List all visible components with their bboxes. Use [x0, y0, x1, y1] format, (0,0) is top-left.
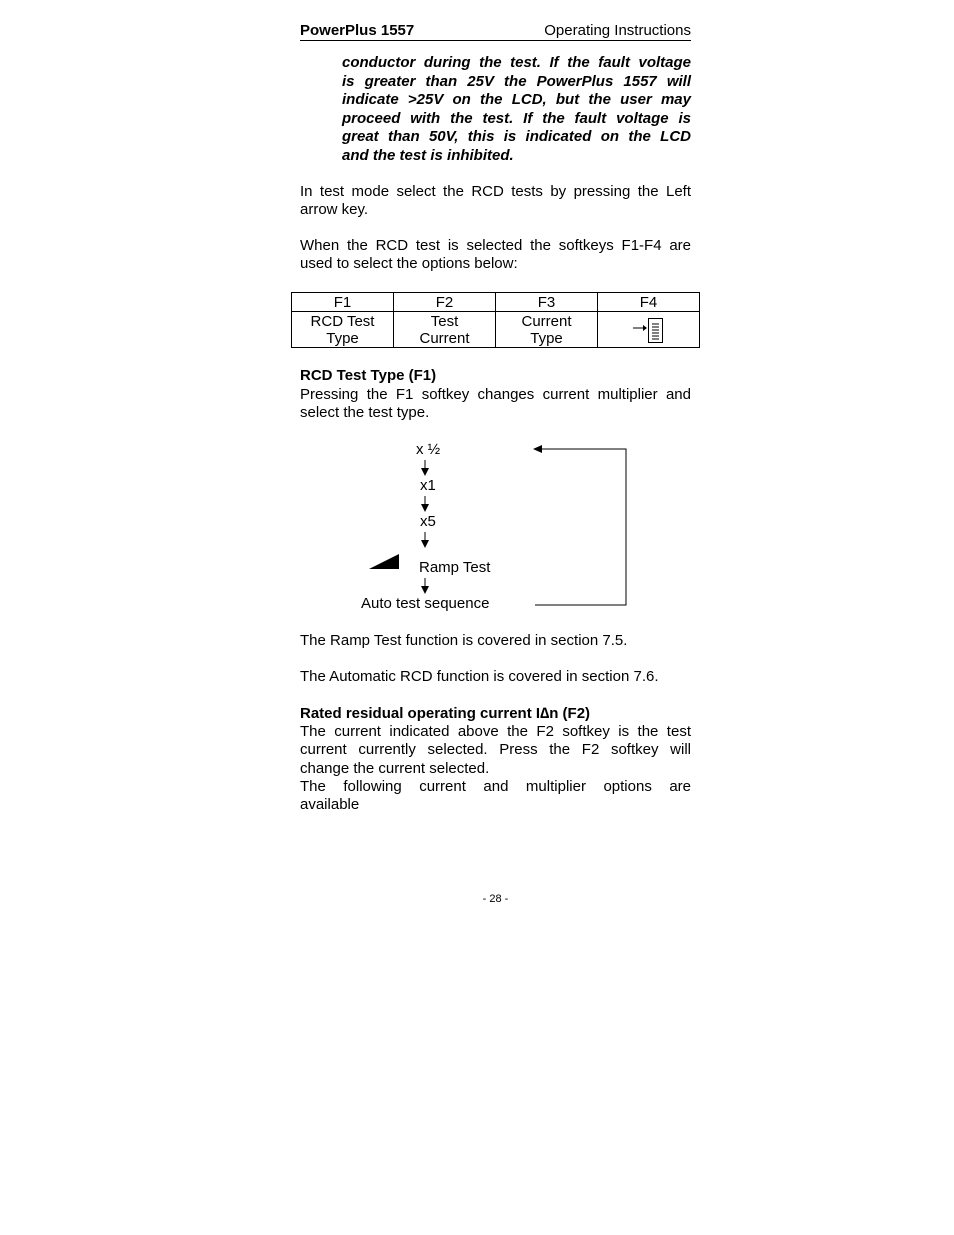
- table-header-f1: F1: [292, 293, 394, 312]
- table-row: [292, 312, 700, 348]
- paragraph-line: In test mode select the RCD tests by pressing the Left: [300, 183, 691, 200]
- paragraph-line: arrow key.: [300, 201, 369, 219]
- table-cell-f2: [394, 312, 496, 348]
- paragraph-line: When the RCD test is selected the softkeys F1-F4 are: [300, 237, 691, 254]
- paragraph-line: Pressing the F1 softkey changes current multiplier and: [300, 386, 691, 403]
- cell-line: Type: [530, 329, 563, 347]
- cell-line: Current: [419, 329, 470, 347]
- step-ramp-test: Ramp Test: [419, 559, 491, 576]
- paragraph-line: current currently selected. Press the F2 softkey will: [300, 741, 691, 759]
- step-auto-sequence: Auto test sequence: [361, 595, 490, 612]
- table-cell-f3: [496, 312, 598, 348]
- cell-line: RCD Test: [310, 312, 375, 330]
- warning-line: great than 50V, this is indicated on the LCD: [342, 128, 691, 146]
- cell-line: Type: [326, 329, 359, 347]
- header-subtitle: Operating Instructions: [544, 22, 691, 39]
- paragraph-auto-rcd: The Automatic RCD function is covered in section 7.6.: [300, 668, 659, 685]
- cycle-arrows: [350, 435, 650, 615]
- ramp-triangle-icon: [369, 554, 399, 569]
- section-heading-test-type: RCD Test Type (F1): [300, 367, 437, 384]
- paragraph-rated-current: [300, 723, 691, 814]
- cell-line: Current: [521, 312, 572, 330]
- page-number: - 28 -: [482, 893, 509, 905]
- table-header-f4: F4: [598, 293, 700, 312]
- return-loop-arrow-icon: [533, 445, 626, 605]
- section-heading-rated-current: Rated residual operating current I∆n (F2): [300, 705, 591, 722]
- paragraph-test-type: [300, 386, 691, 423]
- step-x-half: x ½: [416, 441, 441, 458]
- paragraph-line: used to select the options below:: [300, 255, 518, 273]
- paragraph-line: change the current selected.: [300, 759, 490, 777]
- header-title: PowerPlus 1557: [300, 22, 415, 39]
- down-arrow-icon: [421, 496, 429, 512]
- warning-line: and the test is inhibited.: [342, 146, 514, 164]
- paragraph-softkeys: [300, 237, 691, 274]
- warning-line: proceed with the test. If the fault voltage is: [342, 109, 691, 127]
- header-rule: [300, 40, 691, 41]
- paragraph-line: select the test type.: [300, 404, 430, 422]
- paragraph-ramp-test: The Ramp Test function is covered in section 7.5.: [300, 632, 628, 649]
- table-header-f3: F3: [496, 293, 598, 312]
- table-cell-f1: [292, 312, 394, 348]
- step-x5: x5: [420, 513, 436, 530]
- down-arrow-icon: [421, 532, 429, 548]
- warning-line: is greater than 25V the PowerPlus 1557 will: [342, 72, 691, 90]
- step-x1: x1: [420, 477, 436, 494]
- arrow-into-menu-icon: [629, 316, 669, 344]
- down-arrow-icon: [421, 460, 429, 476]
- paragraph-line: The following current and multiplier options are: [300, 777, 691, 795]
- paragraph-line: available: [300, 796, 360, 814]
- warning-text: [342, 54, 691, 166]
- table-cell-f4: [598, 312, 700, 348]
- cell-line: Test: [430, 312, 459, 330]
- warning-line: conductor during the test. If the fault voltage: [342, 54, 691, 71]
- table-header-f2: F2: [394, 293, 496, 312]
- warning-line: indicate >25V on the LCD, but the user may: [342, 91, 691, 109]
- softkey-table: [291, 292, 700, 348]
- down-arrow-icon: [421, 578, 429, 594]
- paragraph-line: The current indicated above the F2 softkey is the test: [300, 723, 691, 740]
- table-header-row: [292, 293, 700, 312]
- paragraph-test-mode: [300, 183, 691, 220]
